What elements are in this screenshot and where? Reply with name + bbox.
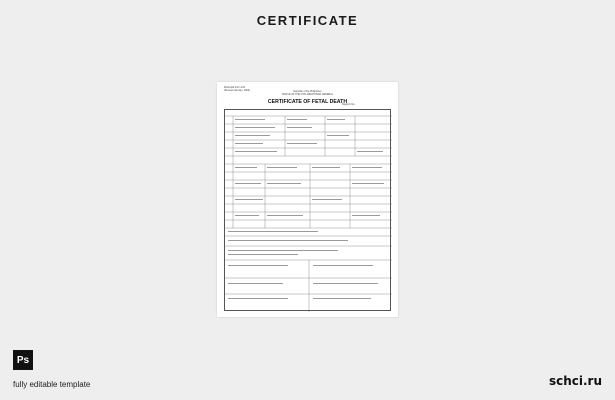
- photoshop-icon: Ps: [13, 350, 33, 370]
- form-grid: [224, 109, 391, 311]
- registry-label: Registry No.: [342, 103, 356, 106]
- template-caption: fully editable template: [13, 380, 91, 389]
- page-title: CERTIFICATE: [256, 13, 359, 28]
- document-preview: [217, 82, 398, 317]
- form-lines: [225, 110, 392, 312]
- document-country: Republic of the Philippines: [293, 90, 322, 93]
- brand-label: schci.ru: [548, 374, 602, 388]
- document-title: CERTIFICATE OF FETAL DEATH: [267, 99, 348, 105]
- form-revision: (Revised January, 1993): [224, 89, 250, 92]
- document-office: OFFICE OF THE CIVIL REGISTRAR GENERAL: [281, 93, 334, 96]
- form-code: Municipal Form 103: [224, 86, 245, 89]
